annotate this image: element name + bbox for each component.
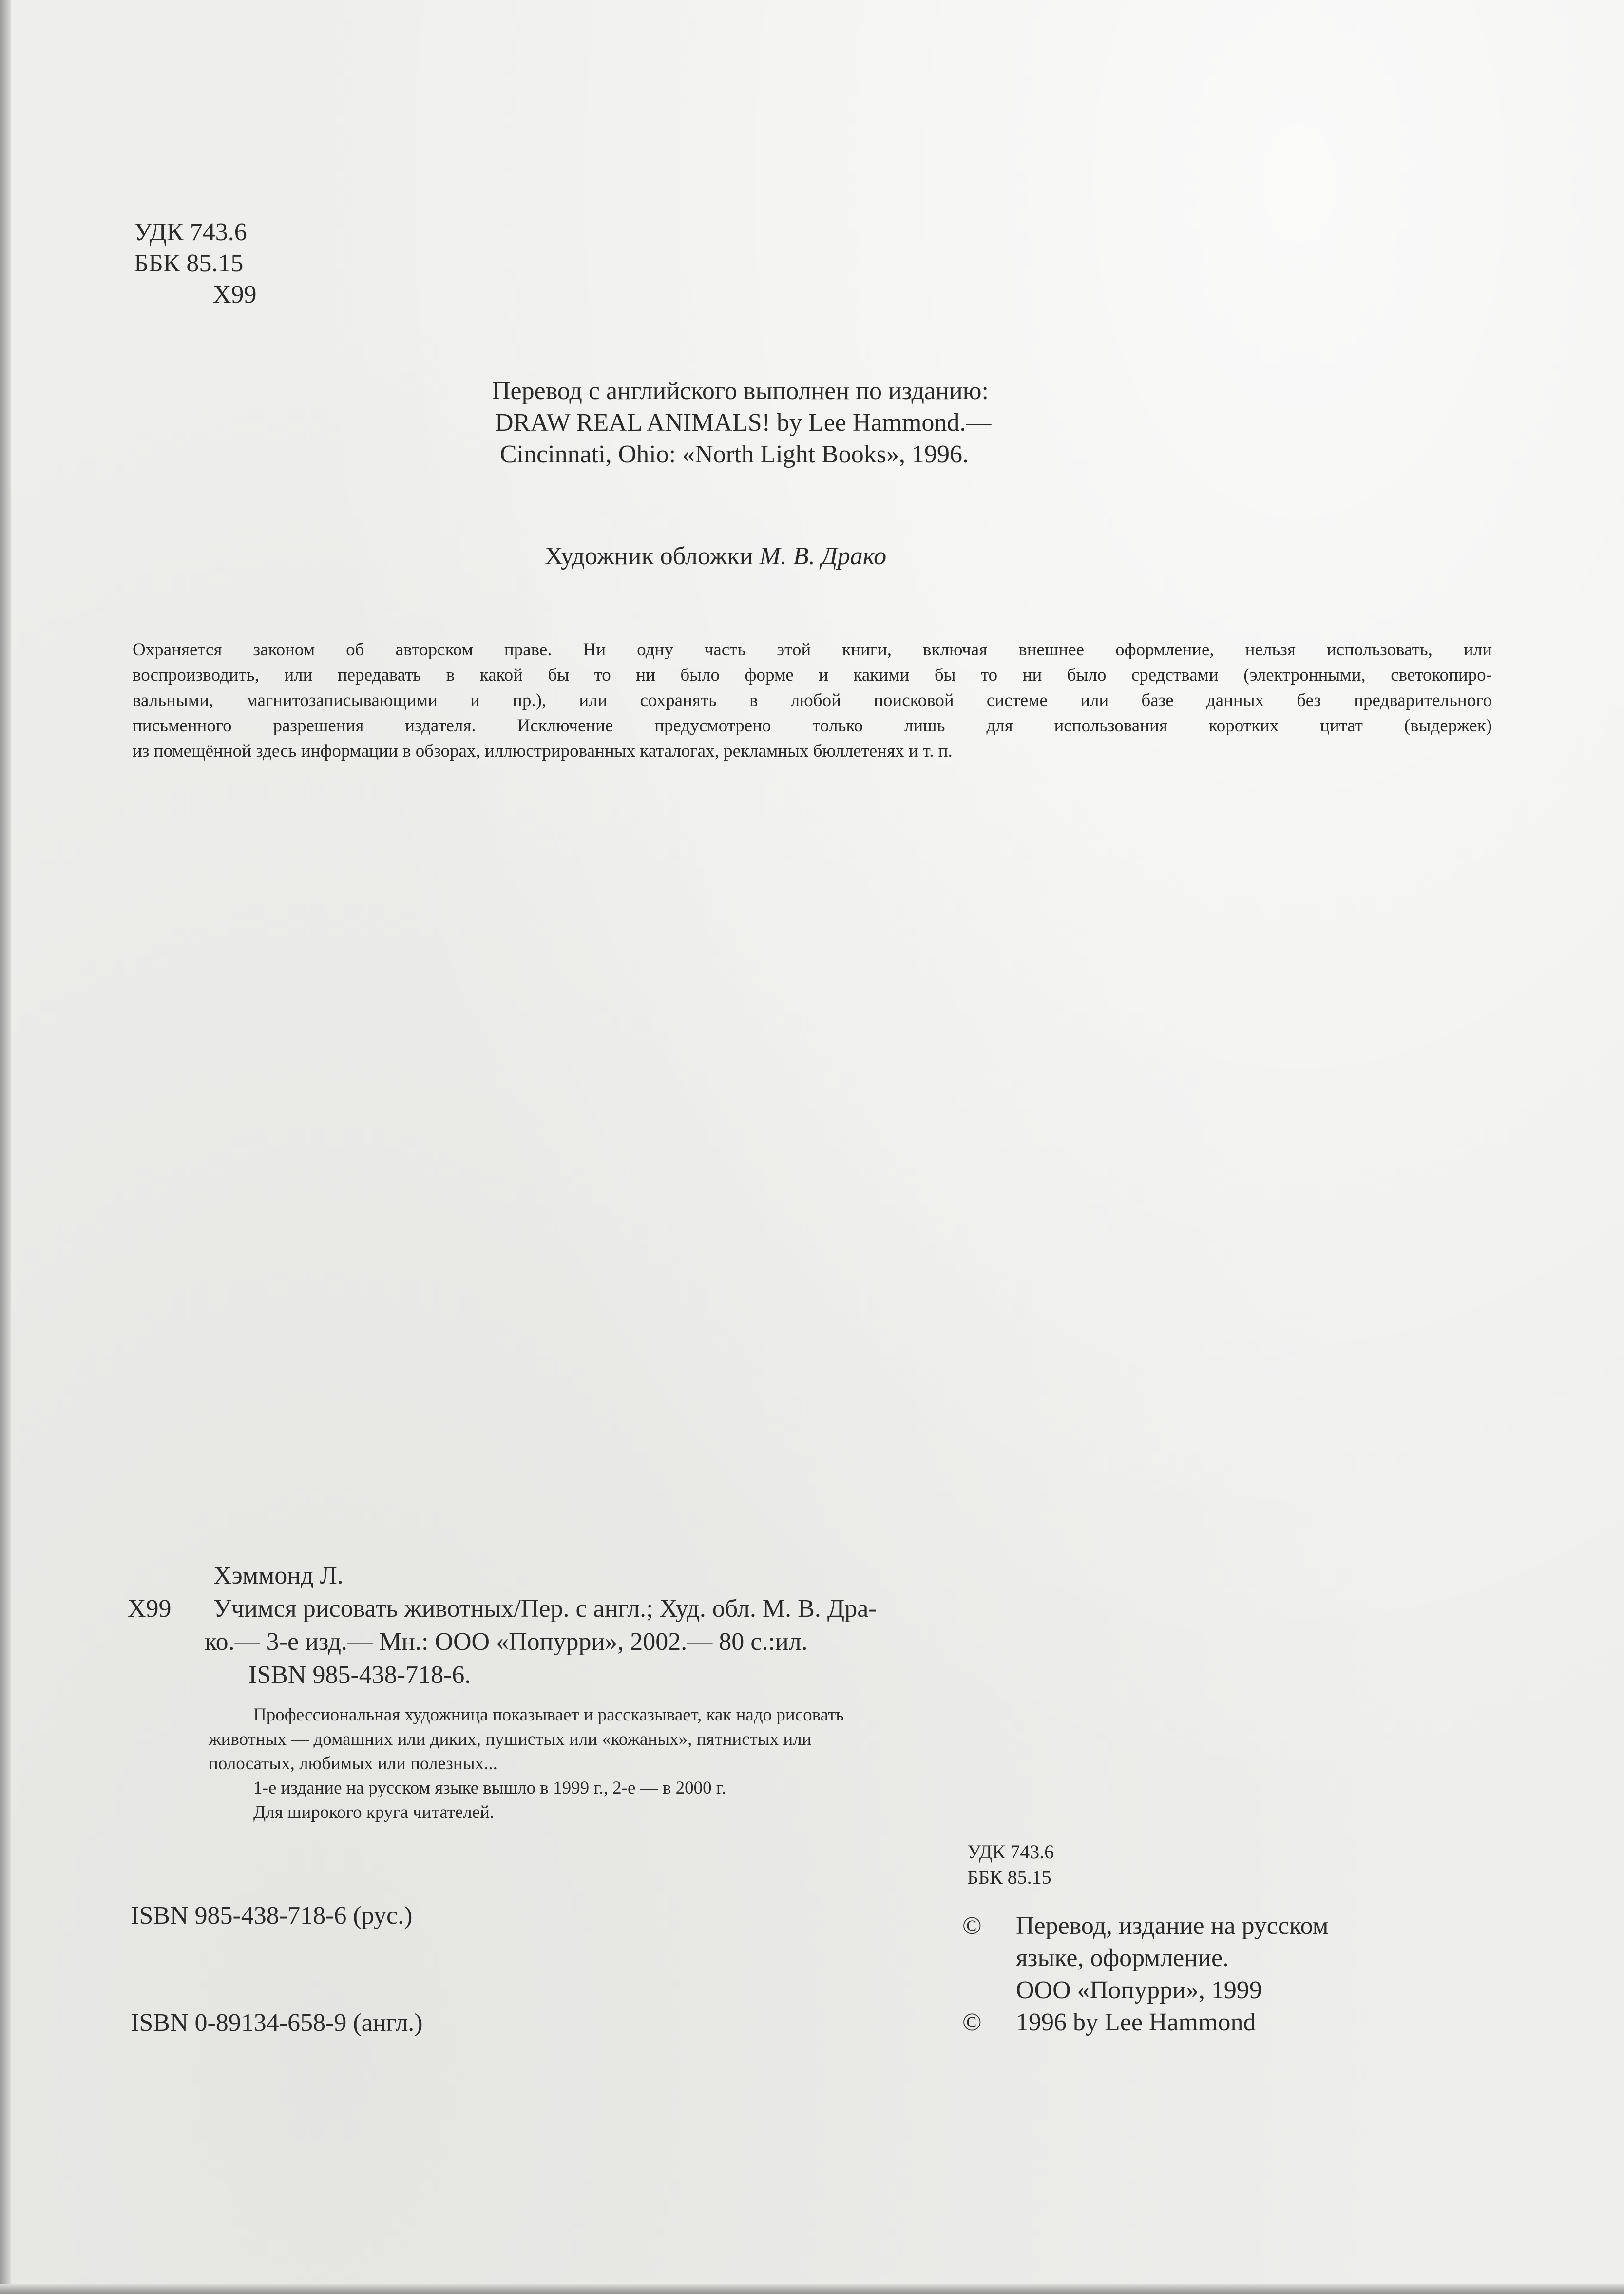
copyright-notice-line: воспроизводить, или передавать в какой бы то ни было форме и какими бы то ни было средствами (электронными, светокопиро- — [133, 665, 1492, 685]
translation-copyright-line-1: Перевод, издание на русском — [1016, 1912, 1329, 1940]
udk-code-bottom: УДК 743.6 — [967, 1841, 1054, 1863]
copyright-notice-line: вальными, магнитозаписывающими и пр.), или сохранять в любой поисковой системе или базе данных без предварительного — [133, 690, 1492, 710]
copyright-symbol-icon: © — [962, 2008, 982, 2036]
classification-top — [134, 217, 257, 310]
translation-copyright-line-2: языке, оформление. — [1016, 1944, 1229, 1972]
bib-author-mark: Х99 — [128, 1595, 172, 1623]
annotation-line: полосатых, любимых или полезных... — [209, 1754, 497, 1774]
original-edition-line-1: Перевод с английского выполнен по изданию: — [492, 377, 989, 405]
original-edition-line-2: DRAW REAL ANIMALS! by Lee Hammond.— — [495, 409, 992, 437]
copyright-symbol-icon: © — [962, 1912, 982, 1940]
bibliographic-record — [128, 1559, 877, 1692]
annotation-line: животных — домашних или диких, пушистых или «кожаных», пятнистых или — [209, 1729, 812, 1749]
bib-title-line-2: ко.— 3-е изд.— Мн.: ООО «Попурри», 2002.— 80 с.:ил. — [205, 1628, 808, 1656]
original-edition-line-3: Cincinnati, Ohio: «North Light Books», 1996. — [500, 440, 969, 468]
translation-copyright-line-3: ООО «Попурри», 1999 — [1016, 1976, 1262, 2004]
copyright-lines — [962, 1910, 1329, 2039]
classification-bottom — [967, 1839, 1054, 1890]
copyright-notice-line: из помещённой здесь информации в обзорах, иллюстрированных каталогах, рекламных бюллетенях и т. п. — [133, 741, 953, 761]
bbk-code: ББК 85.15 — [134, 249, 244, 277]
annotation-editions: 1-е издание на русском языке вышло в 1999 г., 2-е — в 2000 г. — [253, 1778, 726, 1798]
bib-isbn: ISBN 985-438-718-6. — [248, 1661, 471, 1689]
annotation-audience: Для широкого круга читателей. — [253, 1802, 495, 1822]
bib-author: Хэммонд Л. — [213, 1562, 344, 1589]
copyright-notice-line: Охраняется законом об авторском праве. Ни одну часть этой книги, включая внешнее оформление, нельзя использовать, или — [133, 640, 1492, 660]
bbk-code-bottom: ББК 85.15 — [967, 1866, 1051, 1888]
annotation — [209, 1703, 1086, 1825]
annotation-line: Профессиональная художница показывает и рассказывает, как надо рисовать — [253, 1705, 844, 1725]
bib-title-line-1: Учимся рисовать животных/Пер. с англ.; Худ. обл. М. В. Дра- — [213, 1595, 877, 1623]
page-bottom-shadow — [0, 2284, 1624, 2294]
copyright-notice-line: письменного разрешения издателя. Исключение предусмотрено только лишь для использования коротких цитат (выдержек) — [133, 716, 1492, 736]
bib-title-row — [128, 1592, 877, 1625]
original-edition — [492, 375, 991, 470]
original-copyright: 1996 by Lee Hammond — [1016, 2008, 1256, 2036]
cover-artist — [545, 541, 886, 572]
copyright-notice — [133, 637, 1492, 764]
cover-artist-label: Художник обложки — [545, 542, 753, 570]
page-left-shadow — [0, 0, 11, 2294]
author-mark: Х99 — [213, 281, 257, 308]
udk-code: УДК 743.6 — [134, 218, 247, 246]
isbn-english: ISBN 0-89134-658-9 (англ.) — [131, 2009, 423, 2037]
isbn-russian: ISBN 985-438-718-6 (рус.) — [131, 1902, 413, 1930]
cover-artist-name: М. В. Драко — [759, 542, 887, 570]
